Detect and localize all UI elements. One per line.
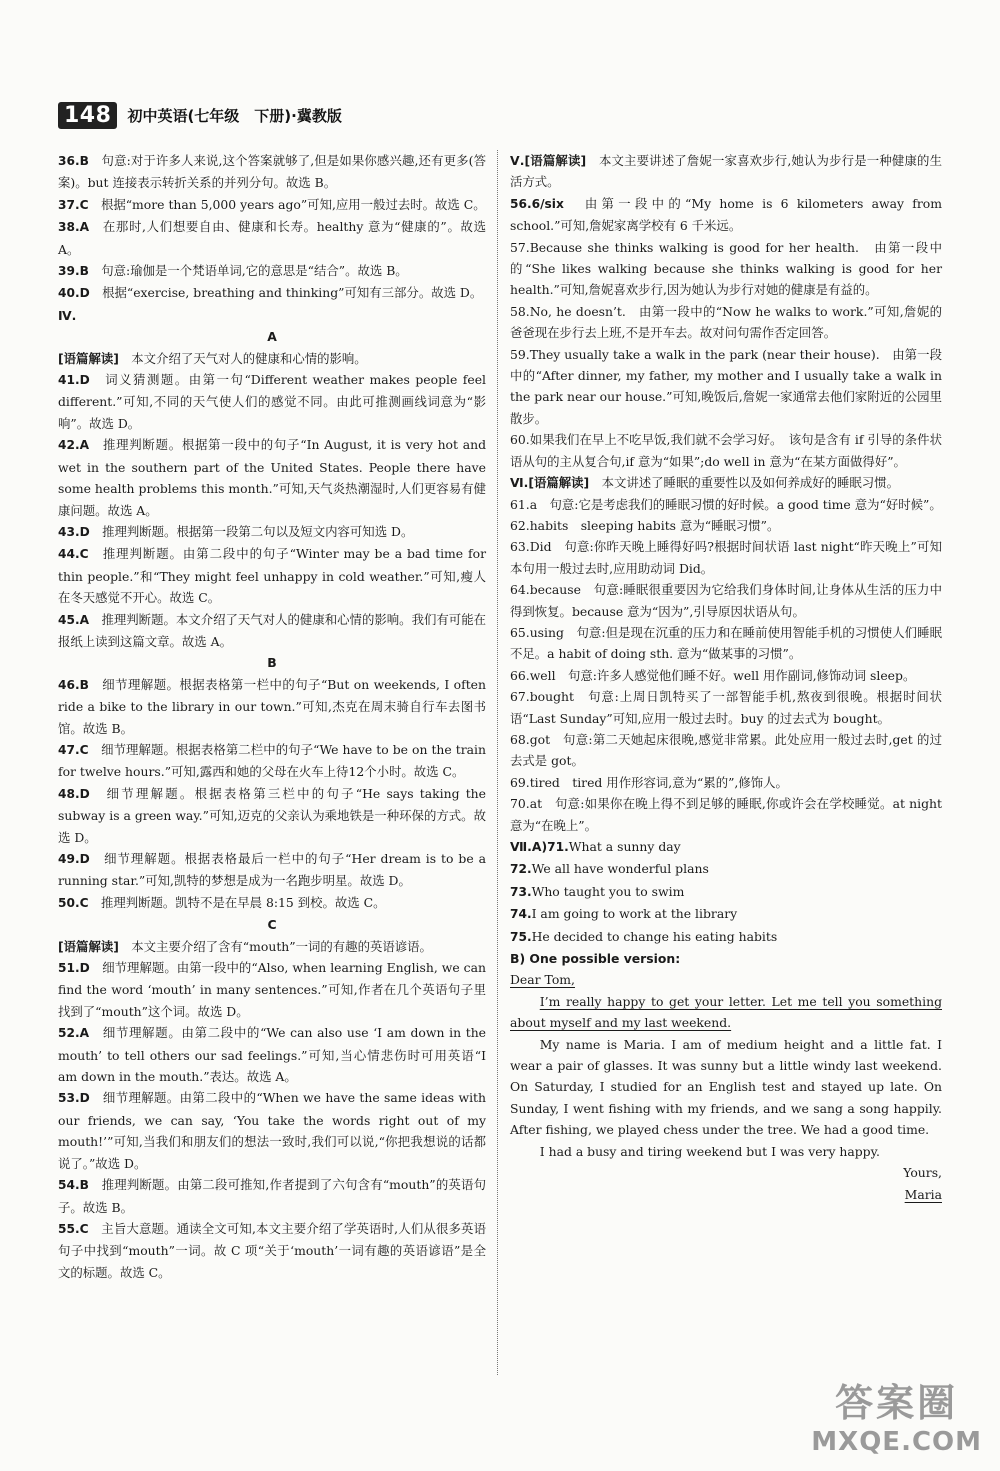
answer-56: 56.6/six 由第一段中的“My home is 6 kilometers away from school.”可知,詹妮家离学校有 6 千米远。 [510, 195, 942, 234]
letter-closing: Yours, [903, 1165, 942, 1181]
passage-intro-5: Ⅴ.[语篇解读] 本文主要讲述了詹妮一家喜欢步行,她认为步行是一种健康的生活方式。 [510, 153, 942, 190]
answer-73: 73.Who taught you to swim [510, 883, 685, 899]
part-c-heading: C [267, 917, 277, 933]
writing-heading: B) One possible version: [510, 951, 681, 967]
answer-59: 59.They usually take a walk in the park (near their house). 由第一段中的“After dinner, my father, my mother and I usually take a walk in the park near our house.”可知,晚饭后,詹妮一家通常去他们家附近的公园里散步。 [510, 346, 942, 426]
answer-47: 47.C 细节理解题。根据表格第二栏中的句子“We have to be on the train for twelve hours.”可知,露西和她的父母在火车上待12个小时。故选 C。 [58, 741, 486, 780]
letter-paragraph-2: My name is Maria. I am of medium height and a little fat. I wear a pair of glasses. It was sunny but a little windy last weekend. On Saturday, I studied for an English test and stayed up late. On Sunday, I went fishing with my friends, and we sang a song happily. After fishing, we played chess under the tree. We had a good time. [510, 1036, 942, 1138]
answer-46: 46.B 细节理解题。根据表格第一栏中的句子“But on weekends, I often ride a bike to the library in our town.”可知,杰克在周末骑自行车去图书馆。故选 B。 [58, 676, 486, 736]
answer-64: 64.because 句意:睡眠很重要因为它给我们身体时间,让身体从生活的压力中得到恢复。because 意为“因为”,引导原因状语从句。 [510, 582, 942, 619]
answer-67: 67.bought 句意:上周日凯特买了一部智能手机,熬夜到很晚。根据时间状语“Last Sunday”可知,应用一般过去时。buy 的过去式为 bought。 [510, 689, 942, 726]
answer-70: 70.at 句意:如果你在晚上得不到足够的睡眠,你或许会在学校睡觉。at night 意为“在晚上”。 [510, 796, 942, 833]
answer-68: 68.got 句意:第二天她起床很晚,感觉非常累。此处应用一般过去时,get 的过去式是 got。 [510, 731, 943, 769]
answer-58: 58.No, he doesn’t. 由第一段中的“Now he walks to work.”可知,詹妮的爸爸现在步行去上班,不是开车去。故对问句需作否定回答。 [510, 303, 942, 341]
answer-65: 65.using 句意:但是现在沉重的压力和在睡前使用智能手机的习惯使人们睡眠不足。a habit of doing sth. 意为“做某事的习惯”。 [510, 624, 942, 662]
answer-75: 75.He decided to change his eating habits [510, 928, 778, 944]
answer-40: 40.D 根据“exercise, breathing and thinking”可知有三部分。故选 D。 [58, 285, 483, 301]
answer-60: 60.如果我们在早上不吃早饭,我们就不会学习好。 该句是含有 if 引导的条件状语从句的主从复合句,if 意为“如果”;do well in 意为“在某方面做得好”。 [510, 432, 942, 469]
answer-45: 45.A 推理判断题。本文介绍了天气对人的健康和心情的影响。我们有可能在报纸上读到这篇文章。故选 A。 [58, 611, 487, 649]
answer-43: 43.D 推理判断题。根据第一段第二句以及短文内容可知选 D。 [58, 523, 414, 539]
letter-paragraph-1: I’m really happy to get your letter. Let me tell you something about myself and my last weekend. [510, 993, 942, 1031]
passage-intro-c: [语篇解读] 本文主要介绍了含有“mouth”一词的有趣的英语谚语。 [58, 938, 432, 954]
section-4-heading: Ⅳ. [58, 307, 77, 323]
answer-72: 72.We all have wonderful plans [510, 861, 709, 877]
answer-74: 74.I am going to work at the library [510, 906, 738, 922]
answer-66: 66.well 句意:许多人感觉他们睡不好。well 用作副词,修饰动词 sleep。 [510, 667, 916, 683]
part-b-heading: B [267, 655, 277, 671]
answer-48: 48.D 细节理解题。根据表格第三栏中的句子“He says taking the subway is a green way.”可知,迈克的父亲认为乘地铁是一种环保的方式。故选 D。 [58, 785, 486, 845]
answer-44: 44.C 推理判断题。由第二段中的句子“Winter may be a bad time for thin people.”和“They might feel unhappy in cold weather.”可知,瘦人在冬天感觉不开心。故选 C。 [58, 546, 486, 606]
answer-41: 41.D 词义猜测题。由第一句“Different weather makes people feel different.”可知,不同的天气使人们的感觉不同。由此可推测画线词意为“影响”。故选 D。 [58, 372, 486, 431]
answer-57: 57.Because she thinks walking is good for her health. 由第一段中的“She likes walking because she thinks walking is good for her health.”可知,詹妮喜欢步行,因为她认为步行对她的健康是有益的。 [510, 239, 942, 298]
answer-61: 61.a 句意:它是考虑我们的睡眠习惯的好时候。a good time 意为“好时候”。 [510, 496, 942, 512]
answer-62: 62.habits sleeping habits 意为“睡眠习惯”。 [510, 517, 780, 533]
answer-51: 51.D 细节理解题。由第一段中的“Also, when learning English, we can find the word ‘mouth’ in many sentences.”可知,作者在几个英语句子里找到了“mouth”这个词。故选 D。 [58, 960, 486, 1019]
sample-letter [510, 969, 942, 1204]
answer-55: 55.C 主旨大意题。通读全文可知,本文主要介绍了学英语时,人们从很多英语句子中找到“mouth”一词。故 C 项“关于‘mouth’一词有趣的英语谚语”是全文的标题。故选 C。 [58, 1220, 486, 1280]
column-divider [497, 150, 498, 1375]
answer-36: 36.B 句意:对于许多人来说,这个答案就够了,但是如果你感兴趣,还有更多(答案)。but 连接表示转折关系的并列分句。故选 B。 [58, 153, 487, 191]
letter-paragraph-3: I had a busy and tiring weekend but I was very happy. [539, 1143, 880, 1159]
letter-greeting: Dear Tom, [510, 972, 575, 988]
passage-intro-a: [语篇解读] 本文介绍了天气对人的健康和心情的影响。 [58, 350, 367, 366]
answer-49: 49.D 细节理解题。根据表格最后一栏中的句子“Her dream is to be a running star.”可知,凯特的梦想是成为一名跑步明星。故选 D。 [58, 851, 487, 889]
answer-63: 63.Did 句意:你昨天晚上睡得好吗?根据时间状语 last night“昨天晚上”可知本句用一般过去时,应用助动词 Did。 [510, 539, 943, 576]
left-column [58, 150, 486, 1283]
answer-37: 37.C 根据“more than 5,000 years ago”可知,应用一般过去时。故选 C。 [58, 196, 486, 212]
answer-53: 53.D 细节理解题。由第二段中的“When we have the same ideas with our friends, we can say, ‘You take the words right out of my mouth!’”可知,当我们和朋友们的想法一致时,我们可以说,“你把我想说的话都说了。”故选 D。 [58, 1090, 486, 1171]
watermark-brand: 答案圈 [835, 1381, 959, 1425]
book-title: 初中英语(七年级 下册)·冀教版 [127, 106, 342, 125]
right-column [510, 150, 942, 1205]
answer-50: 50.C 推理判断题。凯特不是在早晨 8:15 到校。故选 C。 [58, 894, 386, 910]
answer-39: 39.B 句意:瑜伽是一个梵语单词,它的意思是“结合”。故选 B。 [58, 263, 408, 279]
part-a-heading: A [267, 329, 277, 345]
answer-69: 69.tired tired 用作形容词,意为“累的”,修饰人。 [510, 774, 788, 790]
passage-intro-6: Ⅵ.[语篇解读] 本文讲述了睡眠的重要性以及如何养成好的睡眠习惯。 [510, 475, 899, 491]
letter-signature: Maria [904, 1186, 942, 1202]
watermark-domain: MXQE.COM [811, 1427, 982, 1457]
answer-42: 42.A 推理判断题。根据第一段中的句子“In August, it is very hot and wet in the southern part of the United States. People there have some health problems this month.”可知,天气炎热潮湿时,人们更容易有健康问题。故选 A。 [58, 437, 486, 518]
page-header [58, 98, 948, 132]
answer-54: 54.B 推理判断题。由第二段可推知,作者提到了六句含有“mouth”的英语句子。故选 B。 [58, 1177, 486, 1215]
watermark-logo [811, 1372, 982, 1457]
page-number: 148 [58, 102, 117, 129]
answer-38: 38.A 在那时,人们想要自由、健康和长寿。healthy 意为“健康的”。故选 A。 [58, 219, 487, 257]
answer-52: 52.A 细节理解题。由第二段中的“We can also use ‘I am down in the mouth’ to tell others our sad feelings.”可知,当心情悲伤时可用英语“I am down in the mouth.”表达。故选 A。 [58, 1025, 487, 1085]
answer-71: Ⅶ.A)71.What a sunny day [510, 839, 681, 854]
